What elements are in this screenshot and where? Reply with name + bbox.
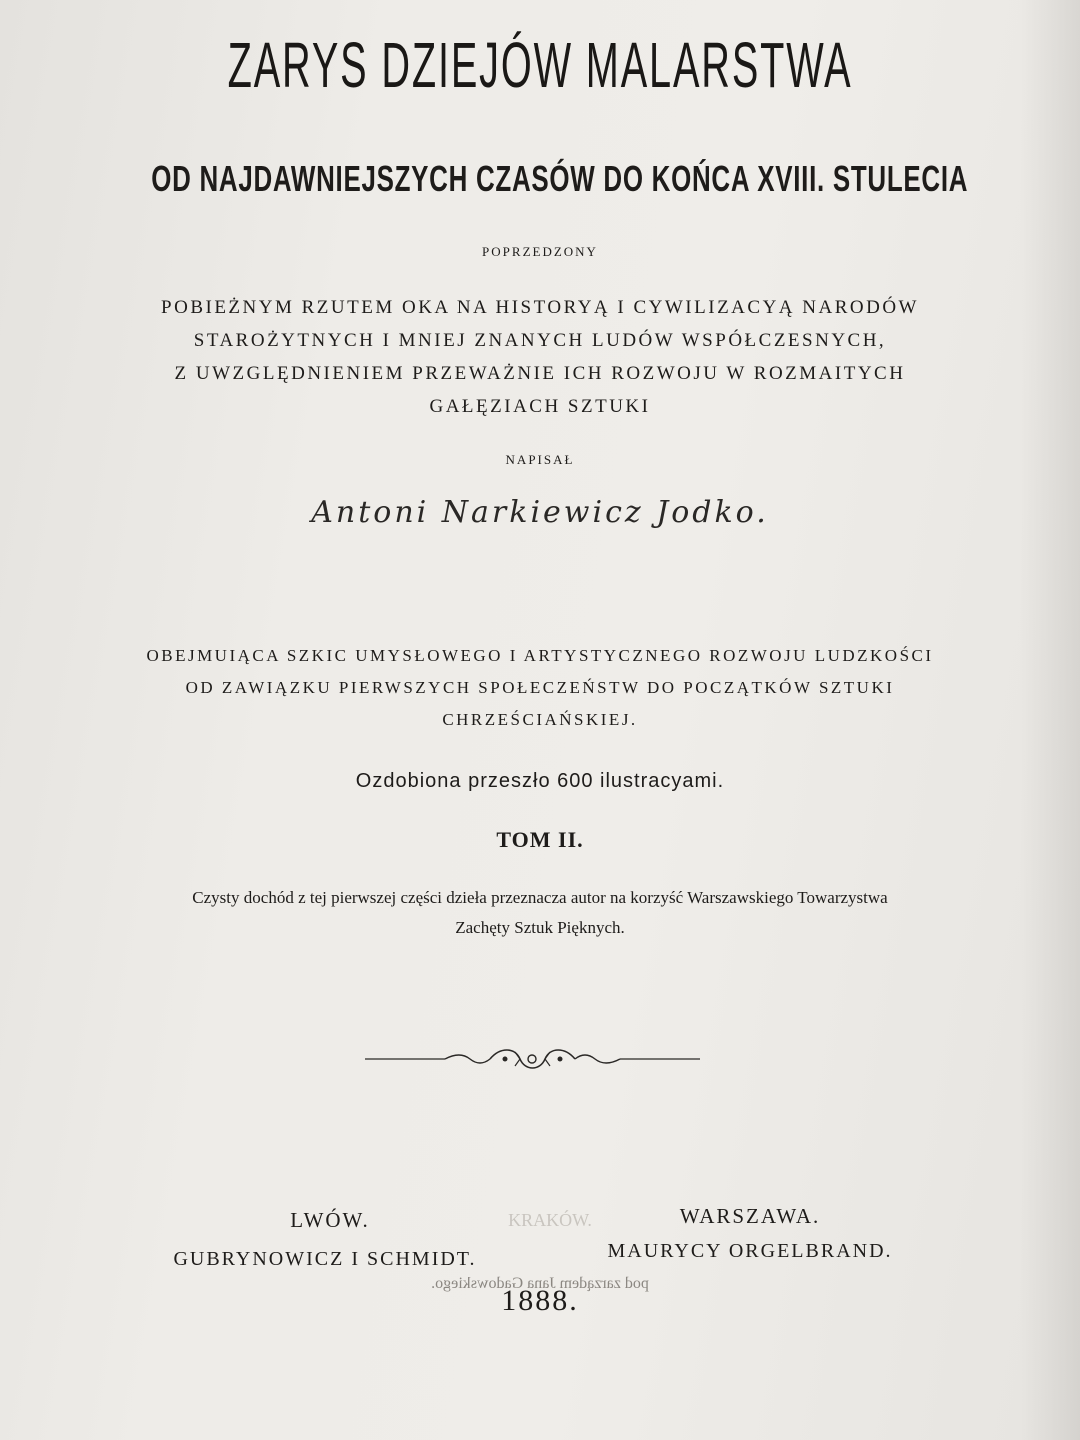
publication-year: 1888. — [501, 1284, 579, 1317]
preceded-by-label: POPRZEDZONY — [482, 244, 598, 259]
dedication-note-line: Zachęty Sztuk Pięknych. — [455, 918, 625, 937]
description-line: GAŁĘZIACH SZTUKI — [429, 396, 651, 417]
written-by-label: NAPISAŁ — [505, 452, 575, 467]
book-title: ZARYS DZIEJÓW MALARSTWA — [227, 29, 853, 101]
volume-label: TOM II. — [496, 827, 584, 852]
scope-line: CHRZEŚCIAŃSKIEJ. — [442, 710, 638, 729]
ornament-divider-icon — [365, 1045, 700, 1073]
imprint-city-left: LWÓW. — [290, 1208, 370, 1232]
illustrations-note: Ozdobiona przeszło 600 ilustracyami. — [355, 770, 725, 792]
bleed-through-mirrored-text: pod zarządem Jana Gadowskiego. — [431, 1275, 649, 1292]
imprint-city-right: WARSZAWA. — [679, 1204, 821, 1228]
scope-line: OBEJMUIĄCA SZKIC UMYSŁOWEGO I ARTYSTYCZNEGO ROZWOJU LUDZKOŚCI — [146, 646, 934, 665]
description-line: Z UWZGLĘDNIENIEM PRZEWAŻNIE ICH ROZWOJU W ROZMAITYCH — [174, 363, 906, 384]
imprint-publisher-right: MAURYCY ORGELBRAND. — [607, 1240, 893, 1262]
description-line: POBIEŻNYM RZUTEM OKA NA HISTORYĄ I CYWILIZACYĄ NARODÓW — [161, 297, 919, 318]
dedication-note-line: Czysty dochód z tej pierwszej części dzieła przeznacza autor na korzyść Warszawskiego Towarzystwa — [192, 888, 888, 907]
author-name: Antoni Narkiewicz Jodko. — [311, 495, 769, 530]
scope-line: OD ZAWIĄZKU PIERWSZYCH SPOŁECZEŃSTW DO POCZĄTKÓW SZTUKI — [185, 678, 895, 697]
description-line: STAROŻYTNYCH I MNIEJ ZNANYCH LUDÓW WSPÓŁCZESNYCH, — [193, 330, 887, 351]
book-subtitle: OD NAJDAWNIEJSZYCH CZASÓW DO KOŃCA XVIII. STULECIA — [151, 158, 969, 199]
imprint-publisher-left: GUBRYNOWICZ I SCHMIDT. — [173, 1248, 477, 1270]
bleed-through-ghost-text: KRAKÓW. — [508, 1210, 592, 1230]
